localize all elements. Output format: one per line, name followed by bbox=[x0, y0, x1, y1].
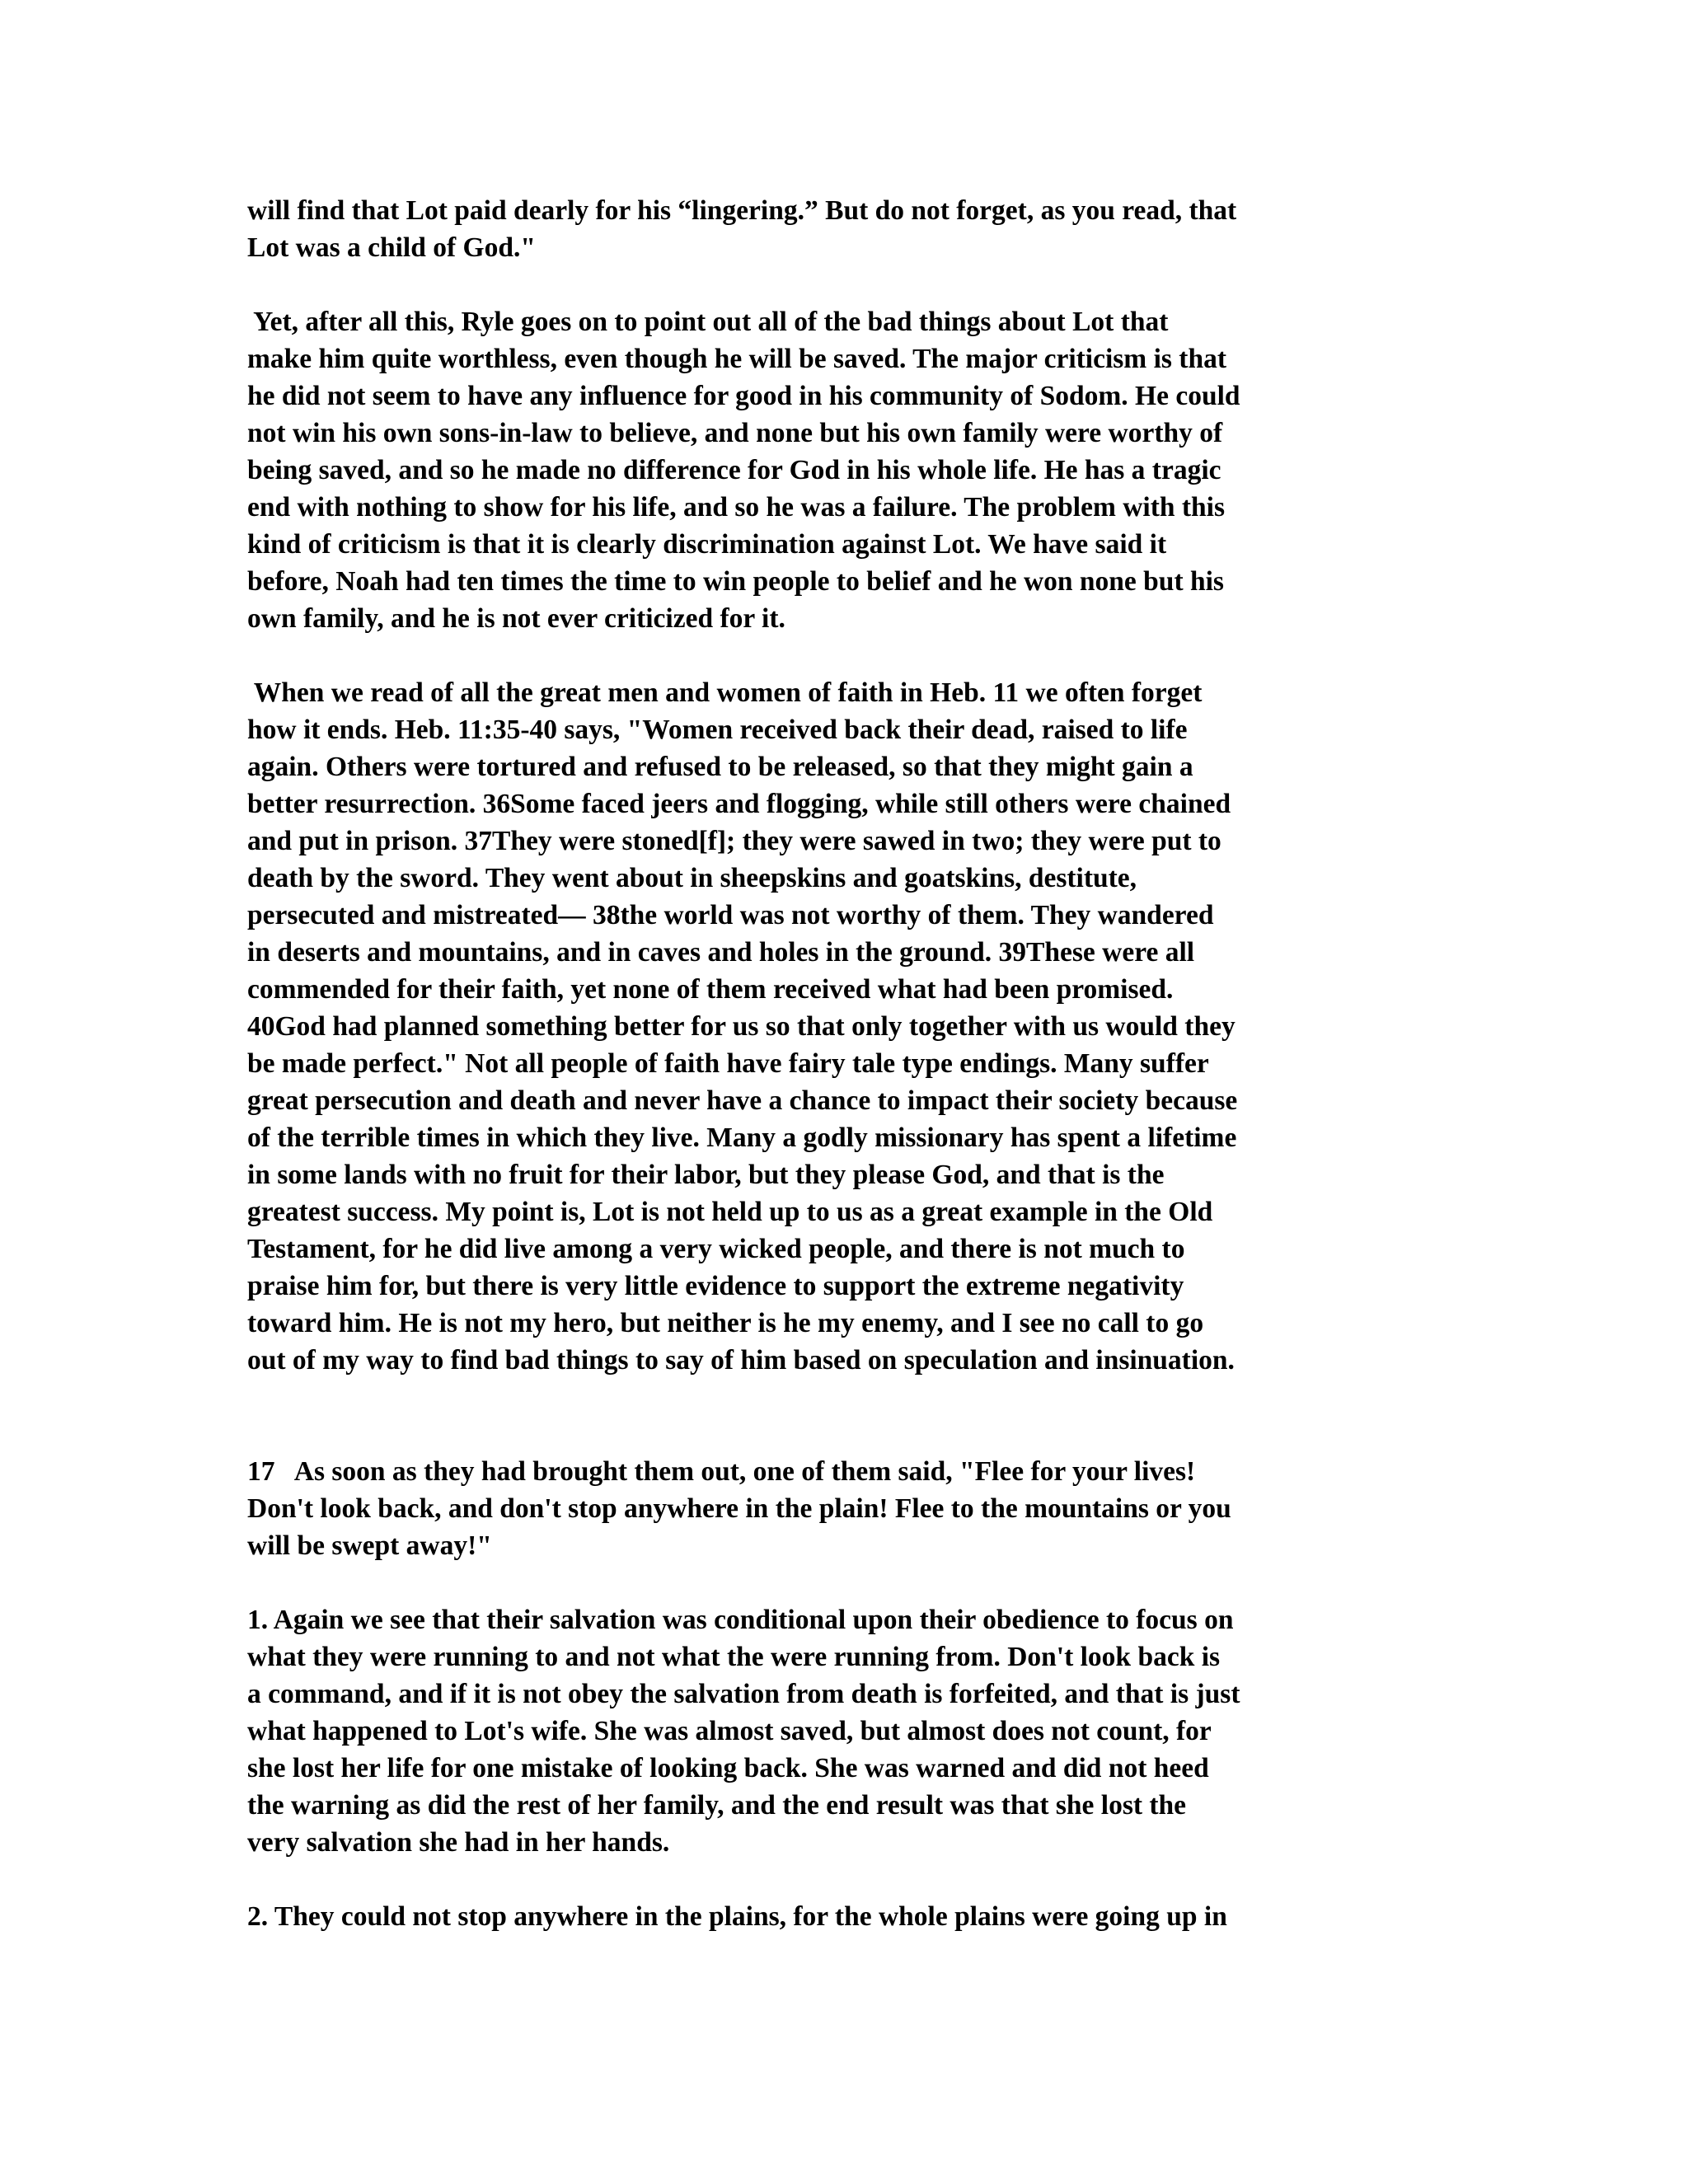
text-line: greatest success. My point is, Lot is not held up to us as a great example in the Old bbox=[247, 1197, 1213, 1227]
text-line: he did not seem to have any influence for good in his community of Sodom. He could bbox=[247, 381, 1240, 411]
paragraph-ryle-criticism bbox=[247, 303, 1451, 637]
text-line: kind of criticism is that it is clearly discrimination against Lot. We have said it bbox=[247, 529, 1167, 560]
paragraph-lot-lingering bbox=[247, 192, 1451, 266]
text-line: being saved, and so he made no difference for God in his whole life. He has a tragic bbox=[247, 455, 1221, 485]
text-line: Don't look back, and don't stop anywhere in the plain! Flee to the mountains or you bbox=[247, 1493, 1231, 1524]
text-line: make him quite worthless, even though he will be saved. The major criticism is that bbox=[247, 344, 1226, 374]
body-text bbox=[247, 192, 1451, 1935]
text-line: death by the sword. They went about in sheepskins and goatskins, destitute, bbox=[247, 863, 1137, 893]
text-line: own family, and he is not ever criticized for it. bbox=[247, 603, 785, 634]
text-line: great persecution and death and never have a chance to impact their society because bbox=[247, 1085, 1238, 1116]
text-line: Yet, after all this, Ryle goes on to point out all of the bad things about Lot that bbox=[247, 307, 1169, 337]
text-line: again. Others were tortured and refused to be released, so that they might gain a bbox=[247, 752, 1193, 782]
text-line: a command, and if it is not obey the salvation from death is forfeited, and that is just bbox=[247, 1679, 1240, 1709]
text-line: When we read of all the great men and women of faith in Heb. 11 we often forget bbox=[247, 677, 1203, 708]
text-line: in deserts and mountains, and in caves and holes in the ground. 39These were all bbox=[247, 937, 1195, 968]
paragraph-hebrews-11 bbox=[247, 674, 1451, 1379]
text-line: the warning as did the rest of her family, and the end result was that she lost the bbox=[247, 1790, 1187, 1821]
text-line: not win his own sons-in-law to believe, and none but his own family were worthy of bbox=[247, 418, 1223, 448]
text-line: what happened to Lot's wife. She was almost saved, but almost does not count, for bbox=[247, 1716, 1212, 1746]
text-line: out of my way to find bad things to say of him based on speculation and insinuation. bbox=[247, 1345, 1235, 1376]
text-line: Testament, for he did live among a very wicked people, and there is not much to bbox=[247, 1234, 1185, 1264]
text-line: persecuted and mistreated— 38the world was not worthy of them. They wandered bbox=[247, 900, 1214, 930]
text-line: 17 As soon as they had brought them out, one of them said, "Flee for your lives! bbox=[247, 1456, 1196, 1487]
text-line: in some lands with no fruit for their labor, but they please God, and that is the bbox=[247, 1160, 1165, 1190]
text-line: and put in prison. 37They were stoned[f]; they were sawed in two; they were put to bbox=[247, 826, 1221, 856]
paragraph-verse-17 bbox=[247, 1453, 1451, 1564]
text-line: commended for their faith, yet none of them received what had been promised. bbox=[247, 974, 1174, 1005]
text-line: be made perfect." Not all people of faith have fairy tale type endings. Many suffer bbox=[247, 1048, 1209, 1079]
text-line: better resurrection. 36Some faced jeers and flogging, while still others were chained bbox=[247, 789, 1231, 819]
text-line: will be swept away!" bbox=[247, 1530, 492, 1561]
text-line: end with nothing to show for his life, and so he was a failure. The problem with this bbox=[247, 492, 1226, 523]
paragraph-point-1 bbox=[247, 1601, 1451, 1861]
text-line: very salvation she had in her hands. bbox=[247, 1827, 670, 1858]
text-line: will find that Lot paid dearly for his “lingering.” But do not forget, as you read, that bbox=[247, 195, 1237, 226]
text-line: praise him for, but there is very little evidence to support the extreme negativity bbox=[247, 1271, 1184, 1301]
text-line: 1. Again we see that their salvation was conditional upon their obedience to focus on bbox=[247, 1605, 1234, 1635]
paragraph-point-2 bbox=[247, 1898, 1451, 1935]
text-line: of the terrible times in which they live. Many a godly missionary has spent a lifetime bbox=[247, 1122, 1237, 1153]
text-line: toward him. He is not my hero, but neither is he my enemy, and I see no call to go bbox=[247, 1308, 1204, 1338]
text-line: Lot was a child of God." bbox=[247, 232, 536, 263]
text-line: how it ends. Heb. 11:35-40 says, "Women received back their dead, raised to life bbox=[247, 715, 1188, 745]
text-line: 40God had planned something better for us so that only together with us would they bbox=[247, 1011, 1236, 1042]
text-line: 2. They could not stop anywhere in the plains, for the whole plains were going up in bbox=[247, 1901, 1227, 1932]
text-line: she lost her life for one mistake of looking back. She was warned and did not heed bbox=[247, 1753, 1209, 1783]
text-line: before, Noah had ten times the time to win people to belief and he won none but his bbox=[247, 566, 1224, 597]
text-line: what they were running to and not what the were running from. Don't look back is bbox=[247, 1642, 1221, 1672]
